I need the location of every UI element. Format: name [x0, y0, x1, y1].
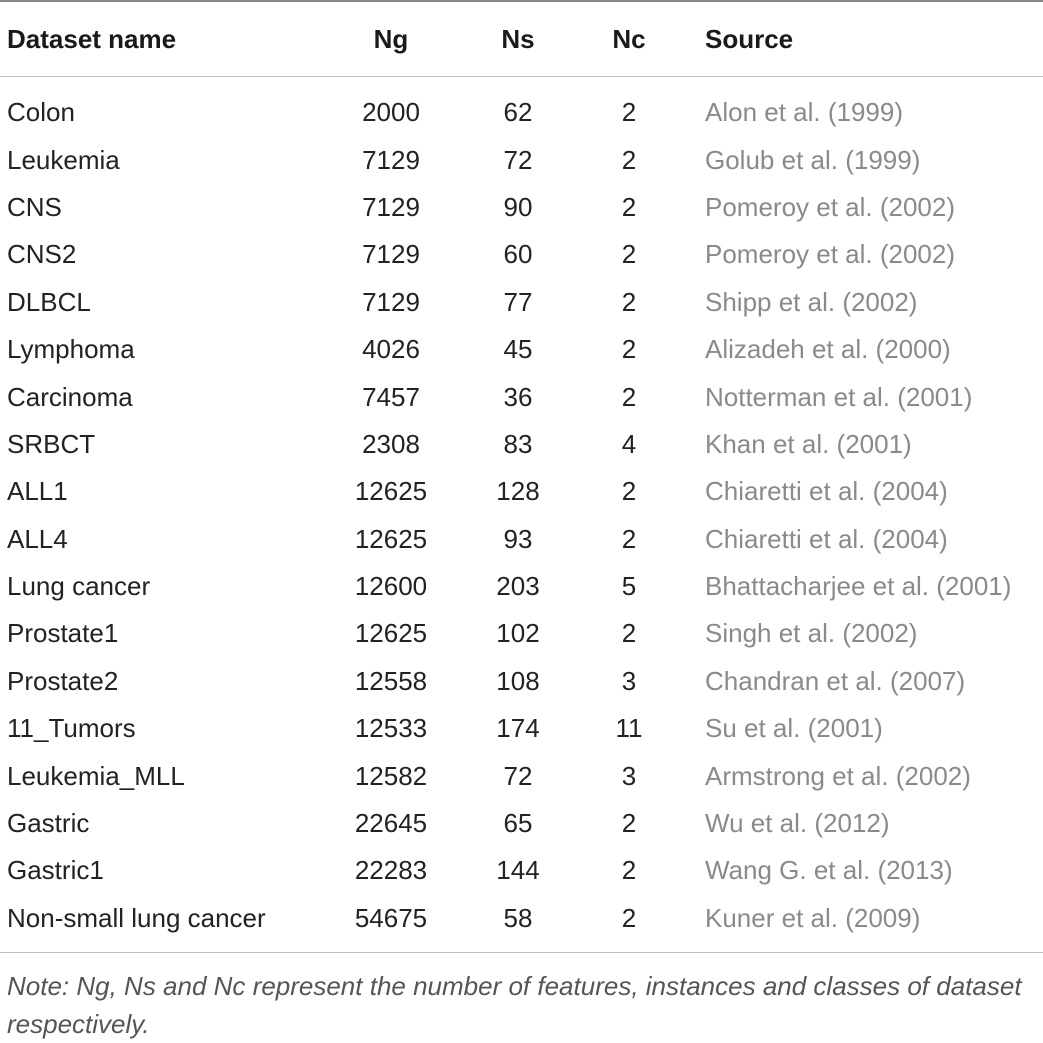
cell-ns: 108 [496, 665, 540, 696]
cell-source: Wu et al. (2012) [705, 808, 890, 839]
cell-nc: 2 [621, 381, 637, 412]
table-row [0, 468, 1043, 515]
cell-source: Singh et al. (2002) [705, 618, 918, 649]
cell-nc: 2 [621, 618, 637, 649]
header-nc: Nc [612, 23, 646, 54]
cell-source: Alizadeh et al. (2000) [705, 334, 951, 365]
cell-ns: 36 [503, 381, 533, 412]
table-note: Note: Ng, Ns and Nc represent the number of features, instances and classes of dataset respectively. [7, 971, 1022, 1040]
cell-ns: 93 [503, 523, 533, 554]
table-row [0, 563, 1043, 610]
cell-ng: 2308 [362, 428, 420, 459]
cell-nc: 2 [621, 808, 637, 839]
cell-nc: 2 [621, 239, 637, 270]
cell-nc: 2 [621, 191, 637, 222]
cell-ng: 7129 [362, 286, 420, 317]
cell-dataset-name: Prostate1 [7, 618, 119, 649]
cell-source: Shipp et al. (2002) [705, 286, 918, 317]
cell-nc: 2 [621, 523, 637, 554]
cell-ng: 12625 [354, 618, 428, 649]
cell-source: Pomeroy et al. (2002) [705, 191, 956, 222]
cell-ng: 12600 [354, 571, 428, 602]
cell-source: Wang G. et al. (2013) [705, 855, 953, 886]
cell-nc: 5 [621, 571, 637, 602]
cell-ns: 65 [503, 808, 533, 839]
cell-nc: 3 [621, 665, 637, 696]
cell-dataset-name: SRBCT [7, 428, 96, 459]
cell-ns: 90 [503, 191, 533, 222]
cell-source: Su et al. (2001) [705, 713, 883, 744]
cell-nc: 2 [621, 902, 637, 933]
cell-ng: 22645 [354, 808, 428, 839]
cell-nc: 3 [621, 760, 637, 791]
cell-source: Pomeroy et al. (2002) [705, 239, 956, 270]
cell-dataset-name: Leukemia_MLL [7, 760, 185, 791]
table-row [0, 800, 1043, 847]
cell-ns: 60 [503, 239, 533, 270]
cell-ns: 83 [503, 428, 533, 459]
cell-source: Khan et al. (2001) [705, 428, 912, 459]
cell-nc: 2 [621, 476, 637, 507]
table-row [0, 89, 1043, 136]
cell-ns: 62 [503, 97, 533, 128]
cell-source: Bhattacharjee et al. (2001) [705, 571, 1012, 602]
cell-dataset-name: Carcinoma [7, 381, 133, 412]
cell-dataset-name: Lung cancer [7, 571, 151, 602]
table-header-row [0, 2, 1043, 77]
cell-ng: 2000 [362, 97, 420, 128]
cell-ng: 7129 [362, 191, 420, 222]
cell-dataset-name: Colon [7, 97, 75, 128]
cell-source: Chandran et al. (2007) [705, 665, 966, 696]
cell-ns: 102 [496, 618, 540, 649]
table-row [0, 184, 1043, 231]
cell-dataset-name: Leukemia [7, 144, 120, 175]
cell-ns: 203 [496, 571, 540, 602]
cell-ng: 12558 [354, 665, 428, 696]
cell-source: Armstrong et al. (2002) [705, 760, 971, 791]
header-source: Source [705, 23, 794, 54]
cell-dataset-name: CNS2 [7, 239, 77, 270]
cell-nc: 2 [621, 286, 637, 317]
cell-nc: 2 [621, 144, 637, 175]
cell-source: Chiaretti et al. (2004) [705, 476, 948, 507]
cell-nc: 2 [621, 855, 637, 886]
table-row [0, 847, 1043, 894]
cell-dataset-name: Gastric1 [7, 855, 104, 886]
cell-source: Golub et al. (1999) [705, 144, 921, 175]
cell-nc: 2 [621, 97, 637, 128]
cell-dataset-name: Prostate2 [7, 665, 119, 696]
cell-ng: 7129 [362, 239, 420, 270]
cell-dataset-name: ALL1 [7, 476, 68, 507]
cell-dataset-name: Lymphoma [7, 334, 135, 365]
cell-dataset-name: Gastric [7, 808, 90, 839]
cell-ng: 12533 [354, 713, 428, 744]
cell-source: Chiaretti et al. (2004) [705, 523, 948, 554]
cell-dataset-name: ALL4 [7, 523, 68, 554]
cell-dataset-name: Non-small lung cancer [7, 902, 266, 933]
cell-ns: 77 [503, 286, 533, 317]
cell-ng: 22283 [354, 855, 428, 886]
table-row [0, 895, 1043, 942]
cell-ng: 7457 [362, 381, 420, 412]
table-row [0, 610, 1043, 657]
cell-ng: 12582 [354, 760, 428, 791]
cell-dataset-name: CNS [7, 191, 62, 222]
cell-ns: 144 [496, 855, 540, 886]
header-ng: Ng [373, 23, 409, 54]
cell-source: Kuner et al. (2009) [705, 902, 921, 933]
table-row [0, 752, 1043, 799]
header-dataset-name: Dataset name [7, 23, 177, 54]
cell-ns: 58 [503, 902, 533, 933]
table-row [0, 421, 1043, 468]
cell-dataset-name: DLBCL [7, 286, 91, 317]
cell-source: Notterman et al. (2001) [705, 381, 973, 412]
cell-nc: 2 [621, 334, 637, 365]
cell-ng: 7129 [362, 144, 420, 175]
cell-nc: 11 [615, 713, 643, 744]
table-row [0, 326, 1043, 373]
table-row [0, 279, 1043, 326]
cell-ns: 128 [496, 476, 540, 507]
header-ns: Ns [501, 23, 535, 54]
table-body [0, 77, 1043, 953]
cell-ns: 72 [503, 760, 533, 791]
cell-source: Alon et al. (1999) [705, 97, 904, 128]
cell-ng: 12625 [354, 476, 428, 507]
cell-ns: 45 [503, 334, 533, 365]
cell-ng: 54675 [354, 902, 428, 933]
table-row [0, 373, 1043, 420]
cell-nc: 4 [621, 428, 637, 459]
table-row [0, 705, 1043, 752]
cell-ns: 174 [496, 713, 540, 744]
cell-ng: 4026 [362, 334, 420, 365]
table-row [0, 136, 1043, 183]
table-row [0, 516, 1043, 563]
table-row [0, 658, 1043, 705]
cell-ng: 12625 [354, 523, 428, 554]
cell-ns: 72 [503, 144, 533, 175]
table-row [0, 231, 1043, 278]
cell-dataset-name: 11_Tumors [7, 713, 136, 744]
